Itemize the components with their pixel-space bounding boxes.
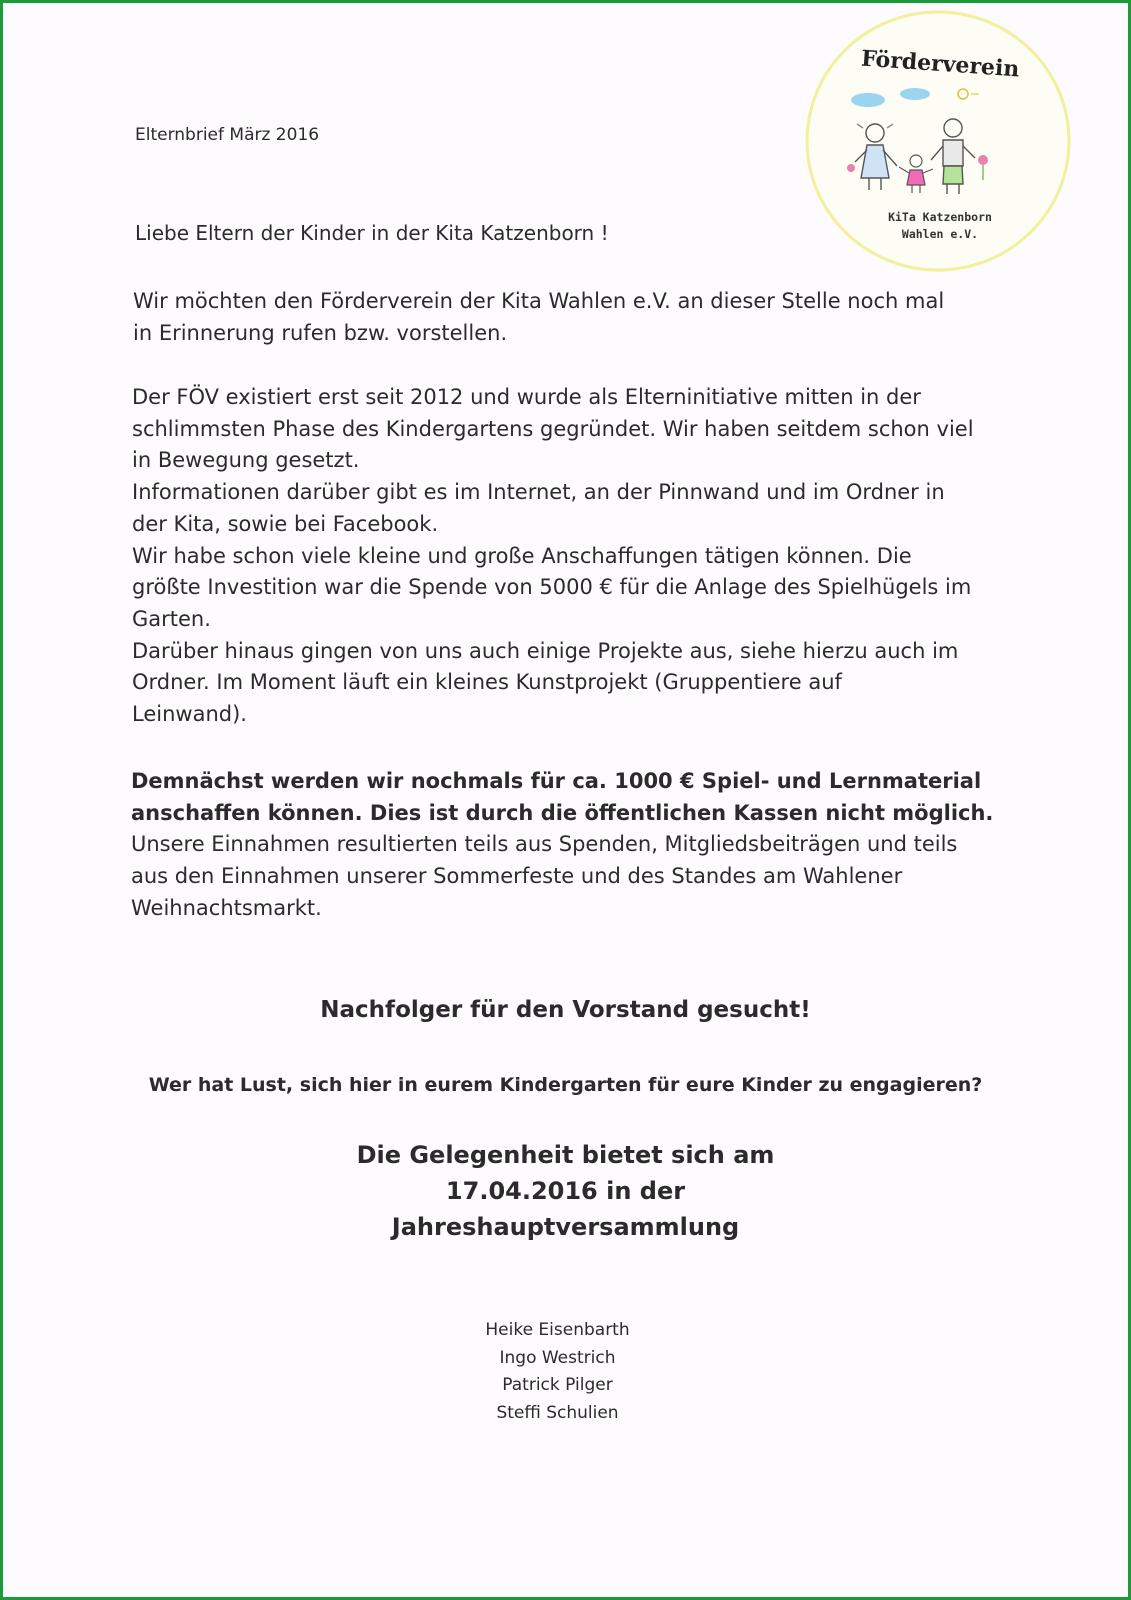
announcement-line: 17.04.2016 in der <box>445 1177 686 1205</box>
date-line: Elternbrief März 2016 <box>135 125 320 145</box>
announcement-line: Die Gelegenheit bietet sich am <box>356 1141 775 1169</box>
text-line: Leinwand). <box>132 702 247 727</box>
text-line: größte Investition war die Spende von 5000 € für die Anlage des Spielhügels im <box>132 575 972 600</box>
text-line: Garten. <box>132 606 211 631</box>
text-line: Wir habe schon viele kleine und große Anschaffungen tätigen können. Die <box>132 543 912 568</box>
text-line: Ordner. Im Moment läuft ein kleines Kunstprojekt (Gruppentiere auf <box>132 670 842 695</box>
bold-text-line: Demnächst werden wir nochmals für ca. 1000 € Spiel- und Lernmaterial <box>131 769 982 793</box>
text-line: in Erinnerung rufen bzw. vorstellen. <box>133 320 508 345</box>
logo-title: Förderverein <box>860 45 1021 83</box>
text-line: schlimmsten Phase des Kindergartens gegründet. Wir haben seitdem schon viel <box>132 416 974 441</box>
bold-text-line: anschaffen können. Dies ist durch die öffentlichen Kassen nicht möglich. <box>131 800 994 825</box>
text-line: Darüber hinaus gingen von uns auch einige Projekte aus, siehe hierzu auch im <box>132 638 959 663</box>
text-line: der Kita, sowie bei Facebook. <box>132 511 439 536</box>
signature-name: Heike Eisenbarth <box>485 1320 630 1340</box>
text-line: Wir möchten den Förderverein der Kita Wahlen e.V. an dieser Stelle noch mal <box>133 289 945 313</box>
paragraph-intro <box>133 286 1013 349</box>
text-line: Informationen darüber gibt es im Internet, an der Pinnwand und im Ordner in <box>132 480 945 505</box>
signature-name: Steffi Schulien <box>496 1402 619 1423</box>
foerderverein-logo <box>803 8 1073 274</box>
text-line: Unsere Einnahmen resultierten teils aus Spenden, Mitgliedsbeiträgen und teils <box>131 832 958 857</box>
signature-list <box>0 1317 1115 1427</box>
greeting: Liebe Eltern der Kinder in der Kita Katzenborn ! <box>135 221 609 245</box>
meeting-announcement <box>0 1137 1131 1245</box>
call-to-action-question: Wer hat Lust, sich hier in eurem Kindergarten für eure Kinder zu engagieren? <box>148 1074 983 1096</box>
signature-name: Ingo Westrich <box>499 1347 616 1368</box>
paragraph-history <box>132 382 1012 731</box>
section-heading: Nachfolger für den Vorstand gesucht! <box>320 997 811 1023</box>
logo-line-2: Wahlen e.V. <box>901 227 979 241</box>
signature-name: Patrick Pilger <box>502 1375 613 1395</box>
text-line: aus den Einnahmen unserer Sommerfeste und des Standes am Wahlener <box>131 864 903 889</box>
announcement-line: Jahreshauptversammlung <box>391 1213 740 1241</box>
logo-line-1: KiTa Katzenborn <box>888 210 992 224</box>
paragraph-plans <box>131 766 1011 925</box>
text-line: in Bewegung gesetzt. <box>132 448 360 473</box>
text-line: Der FÖV existiert erst seit 2012 und wurde als Elterninitiative mitten in der <box>132 385 921 409</box>
text-line: Weihnachtsmarkt. <box>131 895 322 920</box>
